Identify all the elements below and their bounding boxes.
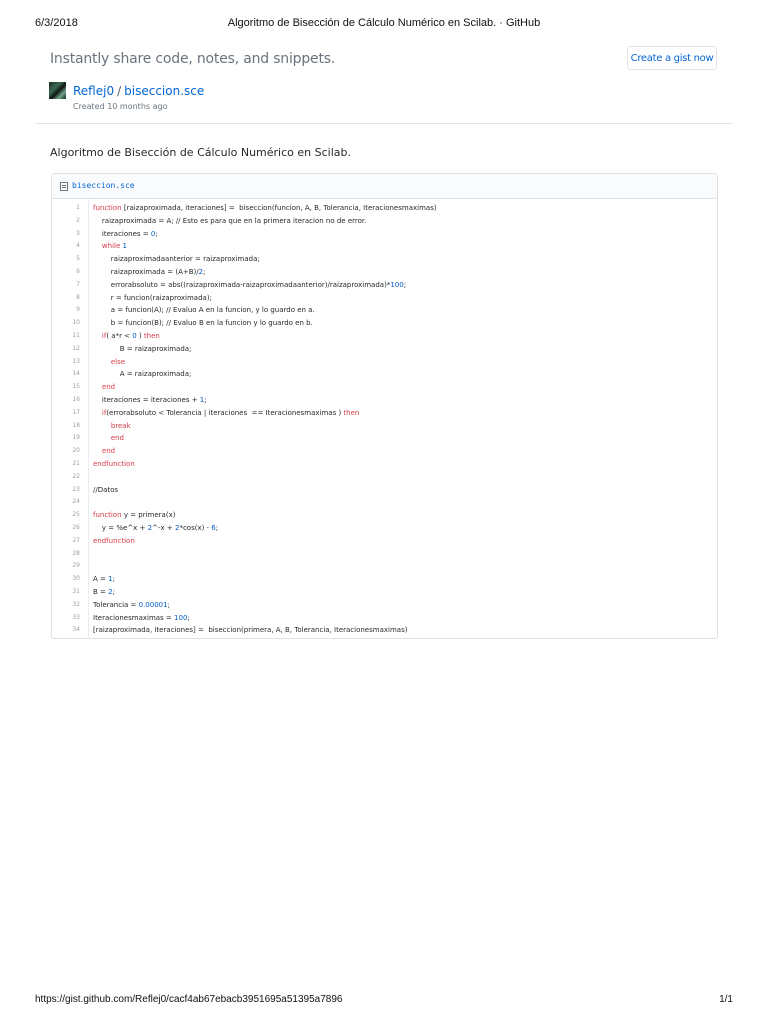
code-text: iteraciones = 0; [93, 229, 158, 238]
code-text: //Datos [93, 485, 119, 494]
code-text: end [101, 383, 116, 392]
line-number[interactable]: 23 [72, 485, 80, 493]
line-number[interactable]: 29 [72, 562, 80, 570]
create-gist-button[interactable]: Create a gist now [627, 46, 717, 70]
line-number[interactable]: 20 [72, 447, 80, 455]
code-text: if(errorabsoluto < Tolerancia | iteraciones == Iteracionesmaximas ) then [101, 408, 360, 417]
code-line [52, 484, 717, 497]
code-line [52, 586, 717, 599]
gist-name-link[interactable]: biseccion.sce [124, 84, 205, 98]
avatar[interactable] [49, 82, 66, 99]
code-line [52, 228, 717, 241]
line-number[interactable]: 28 [72, 549, 80, 557]
breadcrumb [73, 84, 204, 98]
line-number[interactable]: 26 [72, 523, 80, 531]
code-text: while 1 [101, 242, 127, 251]
line-number[interactable]: 32 [72, 600, 80, 608]
code-line [52, 573, 717, 586]
line-number[interactable]: 12 [72, 344, 80, 352]
file-header [52, 174, 717, 199]
code-line [52, 368, 717, 381]
line-number[interactable]: 17 [72, 408, 80, 416]
code-text: A = raizaproximada; [93, 370, 192, 379]
line-number[interactable]: 6 [76, 267, 80, 275]
code-text: endfunction [93, 459, 135, 468]
code-line [52, 279, 717, 292]
code-text: end [101, 447, 116, 456]
code-text: B = 2; [93, 587, 115, 596]
code-text: end [110, 434, 124, 443]
line-number[interactable]: 14 [72, 370, 80, 378]
code-line [52, 292, 717, 305]
code-line [52, 215, 717, 228]
code-line [52, 420, 717, 433]
file-code-icon [60, 182, 68, 191]
code-line [52, 445, 717, 458]
code-text: function [raizaproximada, iteraciones] = biseccion(funcion, A, B, Tolerancia, Iteracionesmaximas) [93, 204, 437, 212]
divider [35, 123, 733, 124]
code-text: if( a*r < 0 ) then [101, 331, 160, 340]
code-text: a = funcion(A); // Evaluo A en la funcion, y lo guardo en a. [93, 306, 315, 315]
code-line [52, 381, 717, 394]
tagline: Instantly share code, notes, and snippets. [50, 51, 336, 67]
line-number[interactable]: 21 [72, 459, 80, 467]
line-number[interactable]: 7 [76, 280, 80, 288]
code-text: raizaproximada = A; // Esto es para que en la primera iteracion no de error. [93, 216, 367, 225]
code-line [52, 317, 717, 330]
print-date: 6/3/2018 [35, 17, 78, 29]
code-text: endfunction [93, 536, 135, 545]
line-number[interactable]: 33 [72, 613, 80, 621]
code-line [52, 253, 717, 266]
code-text: errorabsoluto = abs((raizaproximada-raizaproximadaanterior)/raizaproximada)*100; [93, 280, 407, 289]
breadcrumb-separator: / [117, 84, 122, 98]
author-link[interactable]: Reflej0 [73, 84, 115, 98]
code-text: Tolerancia = 0.00001; [93, 600, 170, 609]
file-name-link[interactable]: biseccion.sce [72, 181, 135, 190]
code-line [52, 356, 717, 369]
print-title: Algoritmo de Bisección de Cálculo Numérico en Scilab. · GitHub [227, 17, 541, 29]
created-timestamp: Created 10 months ago [73, 102, 168, 111]
line-number[interactable]: 18 [72, 421, 80, 429]
line-number[interactable]: 24 [72, 498, 80, 506]
code-text: raizaproximada = (A+B)/2; [93, 267, 206, 276]
line-number[interactable]: 3 [76, 229, 80, 237]
line-number[interactable]: 9 [76, 306, 80, 314]
line-number[interactable]: 22 [72, 472, 80, 480]
code-text: r = funcion(raizaproximada); [93, 293, 212, 302]
code-text: else [110, 357, 126, 366]
line-number[interactable]: 34 [72, 626, 80, 634]
line-number[interactable]: 27 [72, 536, 80, 544]
code-text: b = funcion(B); // Evaluo B en la funcion y lo guardo en b. [93, 319, 313, 328]
print-header [0, 17, 768, 31]
print-page-number: 1/1 [719, 994, 733, 1005]
code-text: break [110, 421, 131, 430]
code-view [52, 199, 717, 637]
code-text: Iteracionesmaximas = 100; [93, 613, 190, 622]
code-line [52, 458, 717, 471]
code-line [52, 496, 717, 509]
line-number[interactable]: 31 [72, 587, 80, 595]
code-text: function y = primera(x) [93, 511, 176, 520]
code-line [52, 240, 717, 253]
code-line [52, 522, 717, 535]
code-text: [raizaproximada, iteraciones] = biseccion(primera, A, B, Tolerancia, Iteracionesmaximas) [93, 626, 408, 635]
code-line [52, 509, 717, 522]
line-number[interactable]: 8 [76, 293, 80, 301]
code-line [52, 304, 717, 317]
line-number[interactable]: 2 [76, 216, 80, 224]
line-number[interactable]: 19 [72, 434, 80, 442]
line-number[interactable]: 10 [72, 319, 80, 327]
code-line [52, 202, 717, 215]
line-number[interactable]: 11 [72, 331, 80, 339]
code-line [52, 394, 717, 407]
line-number[interactable]: 30 [72, 575, 80, 583]
code-line [52, 407, 717, 420]
code-line [52, 266, 717, 279]
file-box [51, 173, 718, 639]
code-line [52, 471, 717, 484]
line-number[interactable]: 16 [72, 395, 80, 403]
print-footer [0, 994, 768, 1008]
line-number[interactable]: 13 [72, 357, 80, 365]
code-line [52, 624, 717, 637]
code-line [52, 330, 717, 343]
code-text: A = 1; [93, 575, 115, 584]
code-line [52, 432, 717, 445]
line-number[interactable]: 1 [76, 204, 80, 211]
code-line [52, 535, 717, 548]
print-url: https://gist.github.com/Reflej0/cacf4ab67ebacb3951695a51395a7896 [35, 994, 343, 1005]
code-text: iteraciones = iteraciones + 1; [93, 395, 207, 404]
code-line [52, 560, 717, 573]
code-text: y = %e^x + 2^-x + 2*cos(x) - 6; [93, 523, 219, 532]
line-number[interactable]: 15 [72, 383, 80, 391]
code-line [52, 599, 717, 612]
line-number[interactable]: 25 [72, 511, 80, 519]
code-line [52, 548, 717, 561]
code-line [52, 612, 717, 625]
line-number[interactable]: 5 [76, 255, 80, 263]
gist-description: Algoritmo de Bisección de Cálculo Numérico en Scilab. [50, 146, 351, 159]
code-text: B = raizaproximada; [93, 344, 192, 353]
line-number[interactable]: 4 [76, 242, 80, 250]
code-text: raizaproximadaanterior = raizaproximada; [93, 255, 260, 264]
code-line [52, 343, 717, 356]
